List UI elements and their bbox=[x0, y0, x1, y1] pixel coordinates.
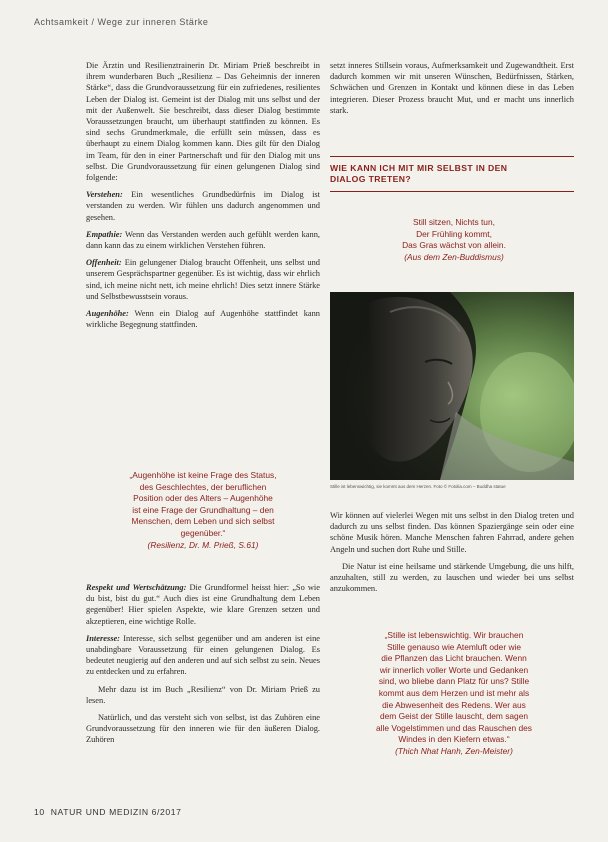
term-label: Empathie: bbox=[86, 229, 123, 239]
term-text: Interesse, sich selbst gegenüber und am anderen ist eine unabdingbare Voraussetzung für einen gelungenen Dialog. Es bedeutet neugierig auf den anderen und auf sich selbst zu sein. Neues zu entdecken und zu erfahren. bbox=[86, 633, 320, 677]
page-footer bbox=[34, 807, 182, 817]
haiku-source: (Aus dem Zen-Buddismus) bbox=[404, 251, 504, 262]
term-text: Wenn ein Dialog auf Augenhöhe stattfindet kann wirkliche Begegnung stattfinden. bbox=[86, 309, 320, 330]
quote-line: wir innerlich voller Worte und Gedanken bbox=[379, 664, 529, 675]
right-column-lower bbox=[330, 510, 574, 600]
continuation-paragraph: setzt inneres Stillsein voraus, Aufmerksamkeit und Zugewandtheit. Erst dadurch kommen wir mit unseren Wünschen, Bedürfnissen, Stärken, Schwächen und Grenzen in Kontakt und können diese in das Leben integrieren. Dieser Prozess braucht Mut, und er macht uns innerlich stark. bbox=[330, 61, 574, 115]
quote-line: sind, wo bliebe dann Platz für uns? Stille bbox=[378, 676, 530, 687]
quote-line: „Augenhöhe ist keine Frage des Status, bbox=[129, 470, 277, 480]
criterion-augenhoehe bbox=[86, 308, 320, 330]
haiku-line: Der Frühling kommt, bbox=[416, 228, 492, 239]
quote-line: ist eine Frage der Grundhaltung – den bbox=[132, 504, 274, 515]
magazine-title: NATUR UND MEDIZIN 6/2017 bbox=[50, 807, 182, 817]
quote-line: die Abwesenheit des Redens. Wer aus bbox=[382, 699, 526, 710]
left-column-lower bbox=[86, 582, 320, 752]
term-label: Offenheit: bbox=[86, 258, 122, 268]
page-number: 10 bbox=[34, 807, 45, 817]
quote-line: des Geschlechtes, der beruflichen bbox=[139, 481, 267, 492]
intro-paragraph: Die Ärztin und Resilienztrainerin Dr. Miriam Prieß beschreibt in ihrem wunderbaren Buch „Resilienz – Das Geheimnis der inneren Stärke“, dass die Grundvoraussetzung für ein zufriedenes, resilientes Leben der Dialog ist. Gemeint ist der Dialog mit uns selbst und der mit der Außenwelt. Sie beschreibt, dass dieser Dialog bestimmte Voraussetzungen braucht, um überhaupt stattfinden zu können. Es sind sechs Grundmerkmale, die erfüllt sein müssen, dass es überhaupt zu einem Dialog kommen kann. Dies gilt für den Dialog im Team, für den in einer Partnerschaft und für den Dialog mit uns selbst. Die Grundvoraussetzung für einen gelungenen Dialog sind folgende: bbox=[86, 61, 320, 183]
term-text: Ein wesentliches Grundbedürfnis im Dialog ist verstanden zu werden. Wir fühlen uns dadurch angenommen und gesehen. bbox=[86, 190, 320, 222]
haiku-line: Still sitzen, Nichts tun, bbox=[413, 217, 495, 227]
heading-line: WIE KANN ICH MIT MIR SELBST IN DEN bbox=[330, 163, 508, 173]
term-text: Ein gelungener Dialog braucht Offenheit, uns selbst und unserem Gesprächspartner gegenüber. Es ist wichtig, dass wir ehrlich sind, ich meine nicht nett, ich meine ehrlich! Dies setzt innere Stärke und Selbstbewusstsein voraus. bbox=[86, 258, 320, 301]
term-label: Verstehen: bbox=[86, 190, 123, 200]
nature-paragraph: Die Natur ist eine heilsame und stärkende Umgebung, die uns hilft, anzuhalten, still zu werden, zu lauschen und wieder bei uns selbst anzukommen. bbox=[330, 561, 574, 594]
quote-line: kommt aus dem Herzen und ist mehr als bbox=[378, 687, 530, 698]
book-reference: Mehr dazu ist im Buch „Resilienz“ von Dr. Miriam Prieß zu lesen. bbox=[86, 684, 320, 705]
quote-line: gegenüber.“ bbox=[180, 527, 226, 538]
criterion-offenheit bbox=[86, 257, 320, 302]
quote-line: alle Vogelstimmen und das Rauschen des bbox=[376, 722, 532, 733]
right-column-top bbox=[330, 60, 574, 122]
photo-caption: Stille ist lebenswichtig, sie kommt aus dem Herzen. Foto © Fotolia.com – Buddha statue bbox=[330, 484, 506, 489]
haiku-line: Das Gras wächst von allein. bbox=[402, 240, 506, 251]
term-label: Interesse: bbox=[86, 633, 120, 643]
term-label: Augenhöhe: bbox=[86, 309, 129, 319]
dialog-ways-paragraph: Wir können auf vielerlei Wegen mit uns selbst in den Dialog treten und dadurch zu uns selbst finden. Das können Spaziergänge sein oder eine schöne Musik hören. Manche Menschen fahren Fahrrad, andere gehen Angeln und suchen dort Ruhe und Stille. bbox=[330, 511, 574, 554]
criterion-interesse bbox=[86, 633, 320, 678]
term-text: Wenn das Verstanden werden auch gefühlt werden kann, dann kann das zu einem wirklichen Verstehen führen. bbox=[86, 229, 320, 251]
criterion-respekt bbox=[86, 582, 320, 627]
term-label: Respekt und Wertschätzung: bbox=[86, 583, 187, 592]
quote-source: (Resilienz, Dr. M. Prieß, S.61) bbox=[147, 539, 259, 550]
quote-source: (Thich Nhat Hanh, Zen-Meister) bbox=[395, 745, 513, 756]
quote-line: Position oder des Alters – Augenhöhe bbox=[133, 493, 273, 504]
quote-line: Menschen, dem Leben und sich selbst bbox=[131, 516, 275, 527]
quote-line: dem Geist der Stille lauscht, dem sagen bbox=[379, 711, 529, 722]
section-heading bbox=[330, 156, 574, 192]
criterion-verstehen bbox=[86, 189, 320, 223]
zen-haiku bbox=[340, 217, 568, 263]
running-head: Achtsamkeit / Wege zur inneren Stärke bbox=[34, 17, 209, 27]
criterion-empathie bbox=[86, 229, 320, 251]
quote-line: „Stille ist lebenswichtig. Wir brauchen bbox=[384, 630, 524, 640]
buddha-photo bbox=[330, 292, 574, 480]
quote-line: Windes in den Kiefern etwas.“ bbox=[398, 734, 510, 745]
heading-line: DIALOG TRETEN? bbox=[330, 174, 412, 184]
pull-quote-stille bbox=[332, 630, 576, 758]
listening-paragraph: Natürlich, und das versteht sich von selbst, ist das Zuhören eine Grundvoraussetzung für den inneren wie für den äußeren Dialog. Zuhören bbox=[86, 713, 320, 745]
buddha-statue-image bbox=[330, 292, 574, 480]
left-column bbox=[86, 60, 320, 336]
quote-line: die Pflanzen das Licht brauchen. Wenn bbox=[381, 653, 527, 664]
pull-quote-augenhoehe bbox=[92, 470, 314, 551]
quote-line: Stille genauso wie Atemluft oder wie bbox=[386, 641, 522, 652]
term-text: Die Grundformel heisst hier: „So wie du bist, bist du gut.“ Auch dies ist eine Grundhaltung dem Leben gegenüber! Hier spielen Aspekte, wie klare Grenzen setzen und akzeptieren, eine wichtige Rolle. bbox=[86, 583, 320, 626]
